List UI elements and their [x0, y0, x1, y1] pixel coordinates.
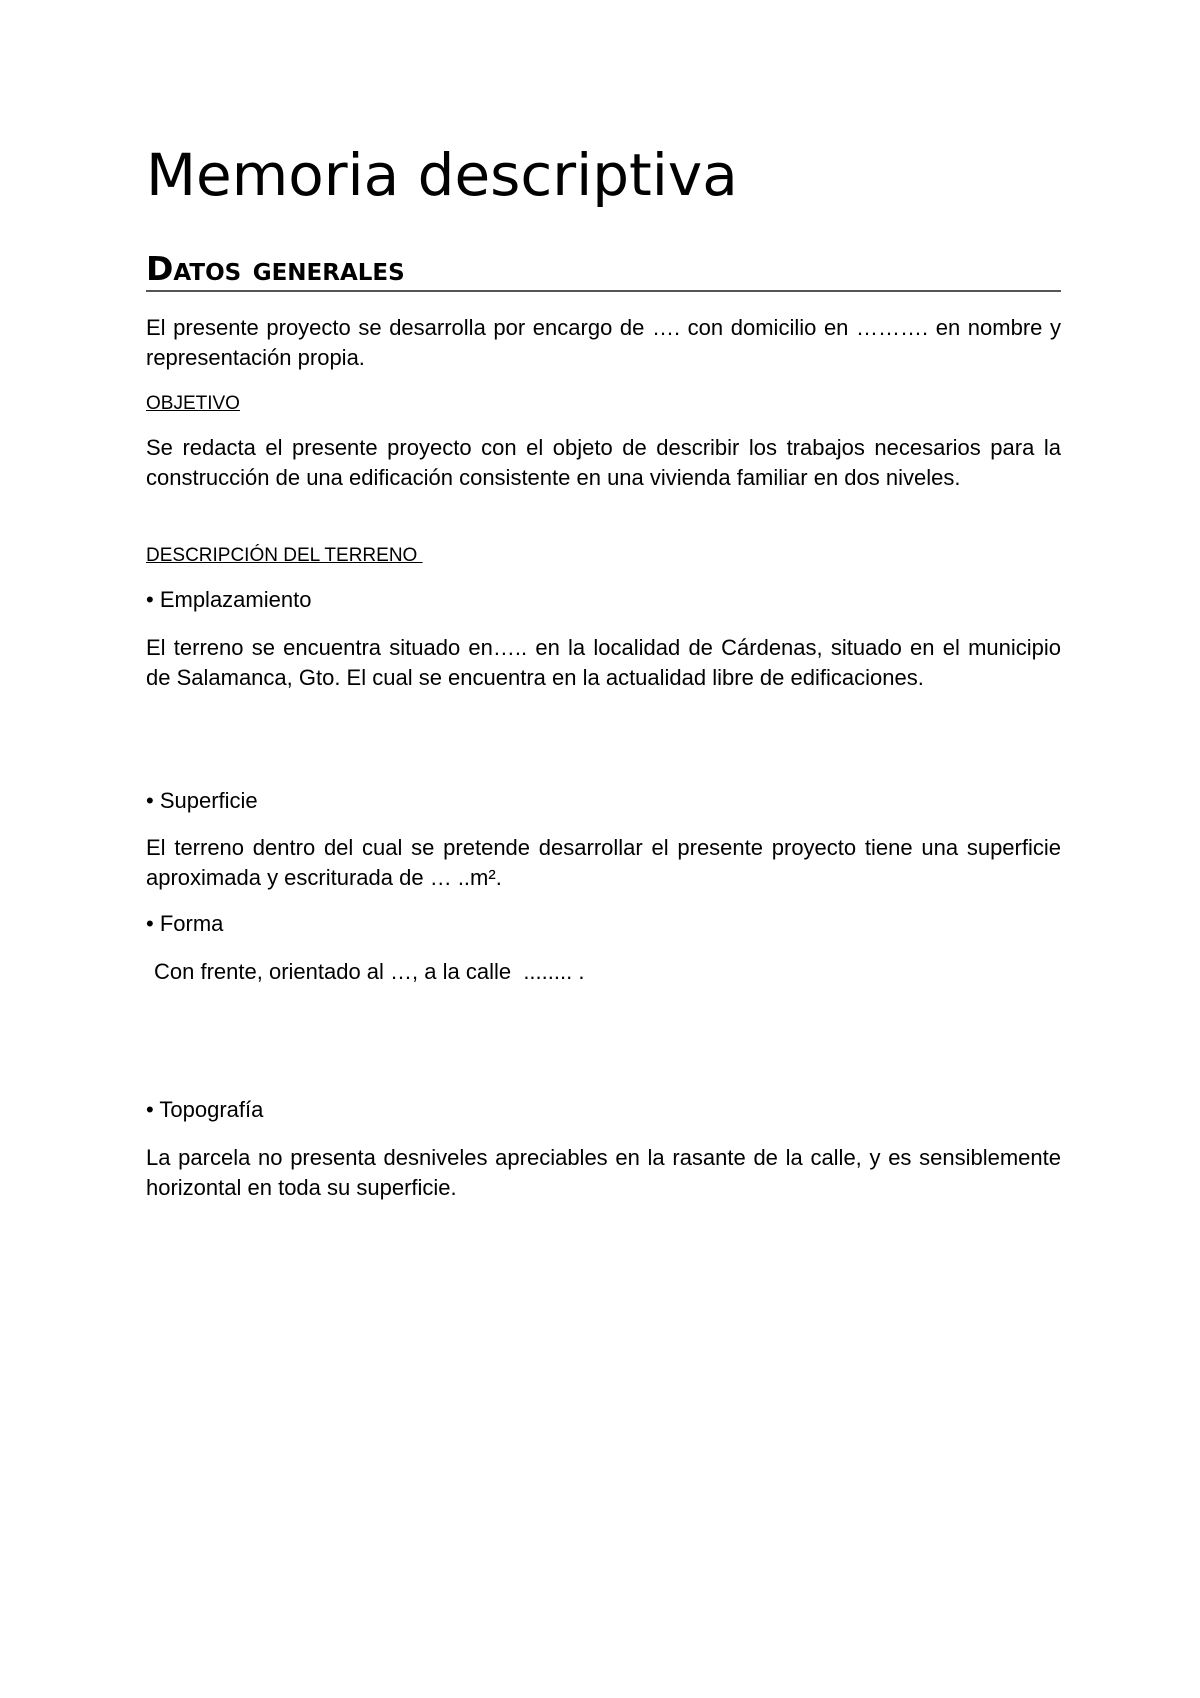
section-heading-datos-generales: Datos generales — [146, 248, 1061, 292]
superficie-bullet: • Superficie — [146, 788, 258, 813]
document-title: Memoria descriptiva — [146, 141, 738, 209]
emplazamiento-bullet: • Emplazamiento — [146, 587, 312, 612]
topografia-bullet: • Topografía — [146, 1097, 264, 1122]
topografia-paragraph: La parcela no presenta desniveles apreciables en la rasante de la calle, y es sensiblemente horizontal en toda su superficie. — [146, 1145, 1061, 1200]
descripcion-terreno-label: DESCRIPCIÓN DEL TERRENO — [146, 545, 423, 566]
forma-paragraph: Con frente, orientado al …, a la calle ........ . — [154, 959, 585, 984]
objetivo-label: OBJETIVO — [146, 393, 240, 414]
emplazamiento-paragraph: El terreno se encuentra situado en….. en la localidad de Cárdenas, situado en el municipio de Salamanca, Gto. El cual se encuentra en la actualidad libre de edificaciones. — [146, 635, 1061, 690]
superficie-paragraph: El terreno dentro del cual se pretende desarrollar el presente proyecto tiene una superficie aproximada y escriturada de … ..m². — [146, 835, 1061, 890]
forma-bullet: • Forma — [146, 911, 224, 936]
intro-paragraph: El presente proyecto se desarrolla por encargo de …. con domicilio en ………. en nombre y representación propia. — [146, 315, 1061, 370]
objetivo-paragraph: Se redacta el presente proyecto con el objeto de describir los trabajos necesarios para la construcción de una edificación consistente en una vivienda familiar en dos niveles. — [146, 435, 1061, 490]
